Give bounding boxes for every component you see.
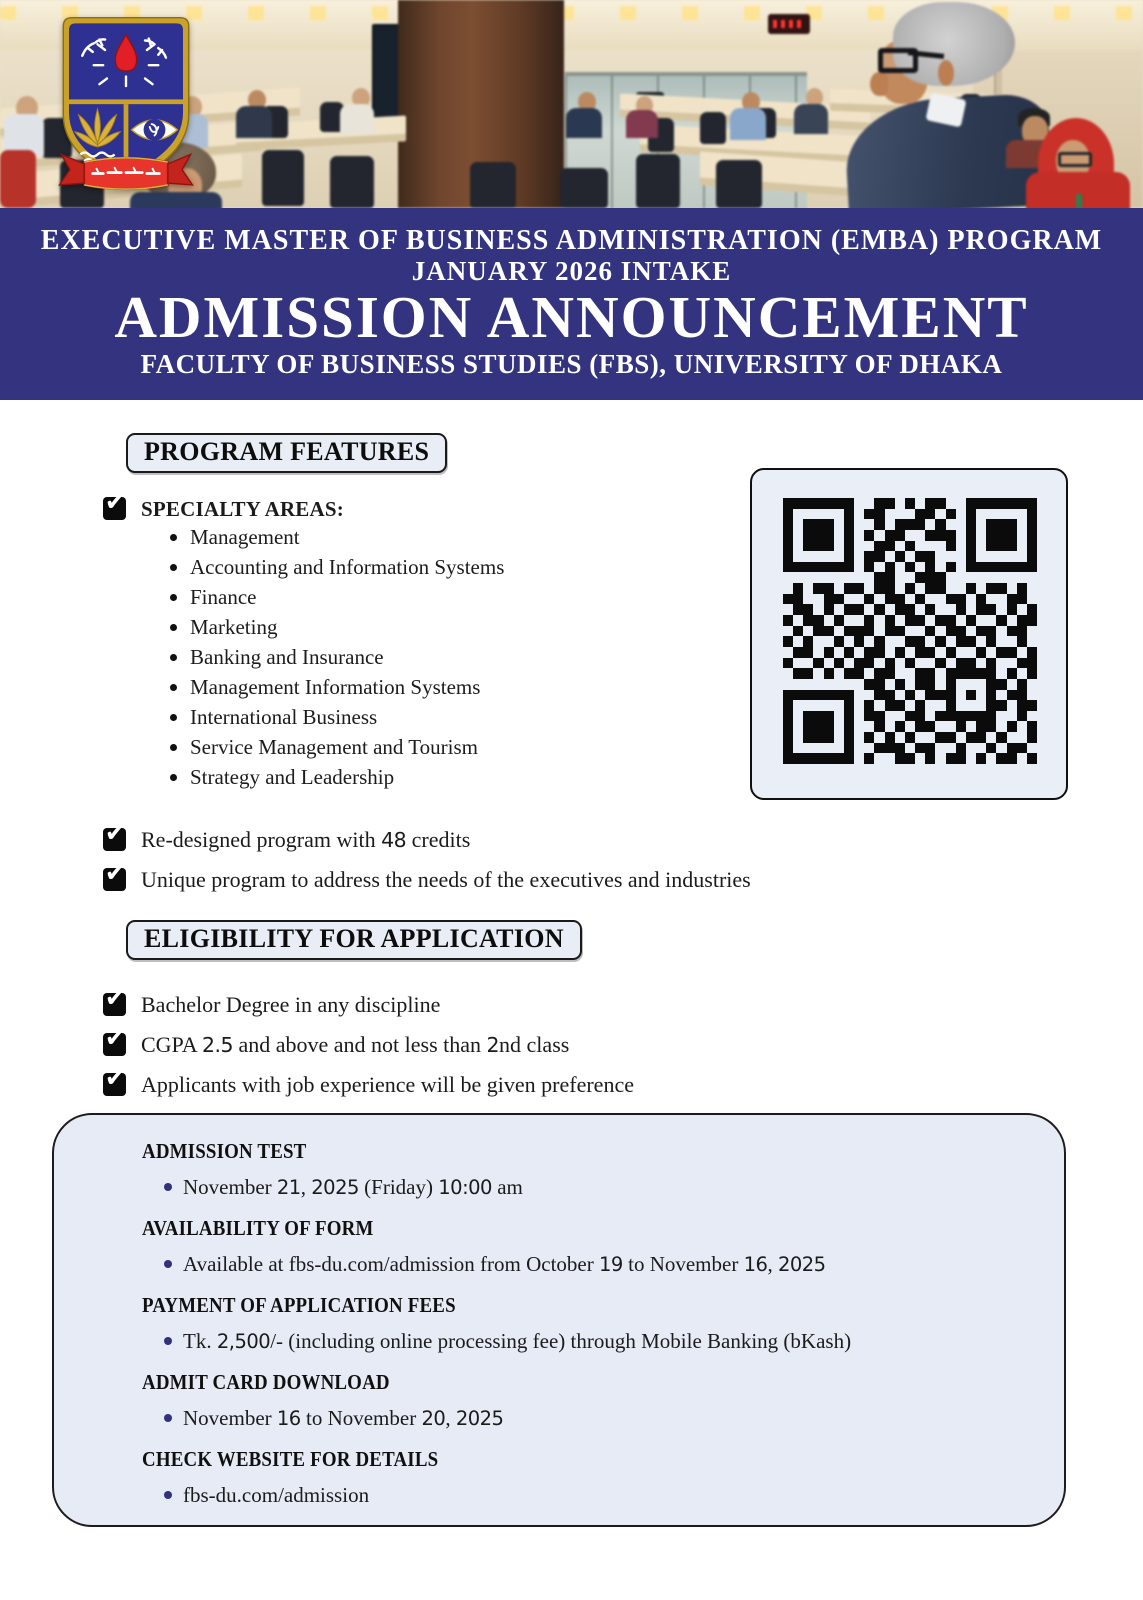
chair-shape: [262, 150, 304, 206]
info-bullet-row: [164, 1173, 1034, 1202]
website-heading: CHECK WEBSITE FOR DETAILS: [142, 1447, 439, 1471]
check-mark-icon: ✔: [105, 1064, 126, 1092]
specialty-areas-row: [103, 488, 344, 523]
specialty-item: Accounting and Information Systems: [168, 552, 504, 582]
form-availability-heading: AVAILABILITY OF FORM: [142, 1216, 374, 1240]
chair-shape: [700, 112, 726, 144]
feature-point: Unique program to address the needs of the executives and industries: [141, 867, 751, 892]
check-mark-icon: ✔: [105, 488, 126, 516]
audience-figure: [626, 110, 658, 138]
checkbox-checked-icon: [103, 819, 126, 851]
specialty-areas-label: SPECIALTY AREAS:: [141, 497, 344, 521]
admit-card-heading: ADMIT CARD DOWNLOAD: [142, 1370, 390, 1394]
specialty-item: Service Management and Tourism: [168, 732, 504, 762]
feature-point-row: [103, 859, 751, 894]
info-bullet-row: [164, 1327, 1034, 1356]
chair-shape: [716, 160, 762, 208]
university-of-dhaka-logo: [50, 12, 202, 202]
chair-shape: [636, 154, 680, 208]
specialty-item: Finance: [168, 582, 504, 612]
admission-info-box: [52, 1113, 1066, 1527]
ribbon-banner: [60, 155, 193, 190]
info-bullet-row: [164, 1250, 1034, 1279]
hijab-woman-glasses-shape: [1058, 152, 1092, 167]
audience-figure: [236, 106, 272, 138]
audience-figure: [730, 108, 766, 140]
feature-point: Re-designed program with 48 credits: [141, 827, 471, 852]
digital-clock-shape: [768, 14, 810, 34]
info-group: [142, 1447, 1034, 1509]
info-group: [142, 1293, 1034, 1356]
website-detail: fbs-du.com/admission: [183, 1483, 370, 1507]
title-band: [0, 208, 1143, 400]
eligibility-point-row: [103, 1064, 634, 1099]
qr-code: [783, 498, 1037, 764]
form-availability-detail: Available at fbs-du.com/admission from October 19 to November 16, 2025: [183, 1252, 826, 1276]
checkbox-checked-icon: [103, 488, 126, 520]
banner-photo: [0, 0, 1143, 208]
clock-digits-shape: [773, 20, 805, 28]
feature-point-row: [103, 819, 471, 854]
eligibility-point: CGPA 2.5 and above and not less than 2nd class: [141, 1032, 570, 1057]
application-fees-heading: PAYMENT OF APPLICATION FEES: [142, 1293, 456, 1317]
qr-panel: [750, 468, 1068, 800]
audience-figure: [794, 104, 828, 134]
chair-shape: [470, 162, 516, 208]
specialty-item: International Business: [168, 702, 504, 732]
check-mark-icon: ✔: [105, 819, 126, 847]
shield-divider-horizontal: [69, 99, 183, 104]
admit-card-detail: November 16 to November 20, 2025: [183, 1406, 504, 1430]
hijab-woman-lanyard-shape: [1076, 194, 1082, 208]
info-group: [142, 1139, 1034, 1202]
specialty-item: Management Information Systems: [168, 672, 504, 702]
check-mark-icon: ✔: [105, 859, 126, 887]
chair-shape: [560, 168, 608, 208]
page-title: ADMISSION ANNOUNCEMENT: [114, 284, 1029, 350]
checkbox-checked-icon: [103, 984, 126, 1016]
checkbox-checked-icon: [103, 859, 126, 891]
info-group: [142, 1216, 1034, 1279]
info-bullet-row: [164, 1404, 1034, 1433]
info-group: [142, 1370, 1034, 1433]
eligibility-point-row: [103, 1024, 570, 1059]
info-bullet-row: [164, 1481, 1034, 1509]
eligibility-heading: ELIGIBILITY FOR APPLICATION: [126, 920, 582, 960]
program-line: EXECUTIVE MASTER OF BUSINESS ADMINISTRATION (EMBA) PROGRAM: [40, 225, 1103, 256]
specialty-item: Banking and Insurance: [168, 642, 504, 672]
eligibility-point-row: [103, 984, 441, 1019]
shield-divider-vertical: [124, 104, 129, 162]
university-logo-svg: [50, 12, 202, 202]
bullet-dot-icon: [164, 1491, 172, 1499]
water-lily-icon: [75, 109, 121, 163]
red-clothing-shape: [0, 150, 36, 208]
eligibility-point: Applicants with job experience will be given preference: [141, 1072, 634, 1097]
checkbox-checked-icon: [103, 1064, 126, 1096]
speaker-nose-shape: [870, 72, 888, 96]
intake-line: JANUARY 2026 INTAKE: [411, 256, 732, 286]
chair-shape: [330, 156, 374, 208]
bullet-dot-icon: [164, 1183, 172, 1191]
application-fees-detail: Tk. 2,500/- (including online processing fee) through Mobile Banking (bKash): [183, 1329, 852, 1353]
speaker-ear-shape: [938, 60, 954, 86]
specialty-item: Strategy and Leadership: [168, 762, 504, 792]
eligibility-point: Bachelor Degree in any discipline: [141, 992, 441, 1017]
faculty-line: FACULTY OF BUSINESS STUDIES (FBS), UNIVERSITY OF DHAKA: [140, 349, 1003, 379]
bullet-dot-icon: [164, 1414, 172, 1422]
specialty-list: [168, 522, 504, 792]
audience-figure: [566, 108, 602, 138]
check-mark-icon: ✔: [105, 984, 126, 1012]
audience-figure: [340, 104, 374, 134]
bullet-dot-icon: [164, 1260, 172, 1268]
bullet-dot-icon: [164, 1337, 172, 1345]
admission-test-heading: ADMISSION TEST: [142, 1139, 307, 1163]
specialty-item: Management: [168, 522, 504, 552]
checkbox-checked-icon: [103, 1024, 126, 1056]
program-features-heading: PROGRAM FEATURES: [126, 433, 447, 473]
admission-test-detail: November 21, 2025 (Friday) 10:00 am: [183, 1175, 523, 1199]
specialty-item: Marketing: [168, 612, 504, 642]
check-mark-icon: ✔: [105, 1024, 126, 1052]
